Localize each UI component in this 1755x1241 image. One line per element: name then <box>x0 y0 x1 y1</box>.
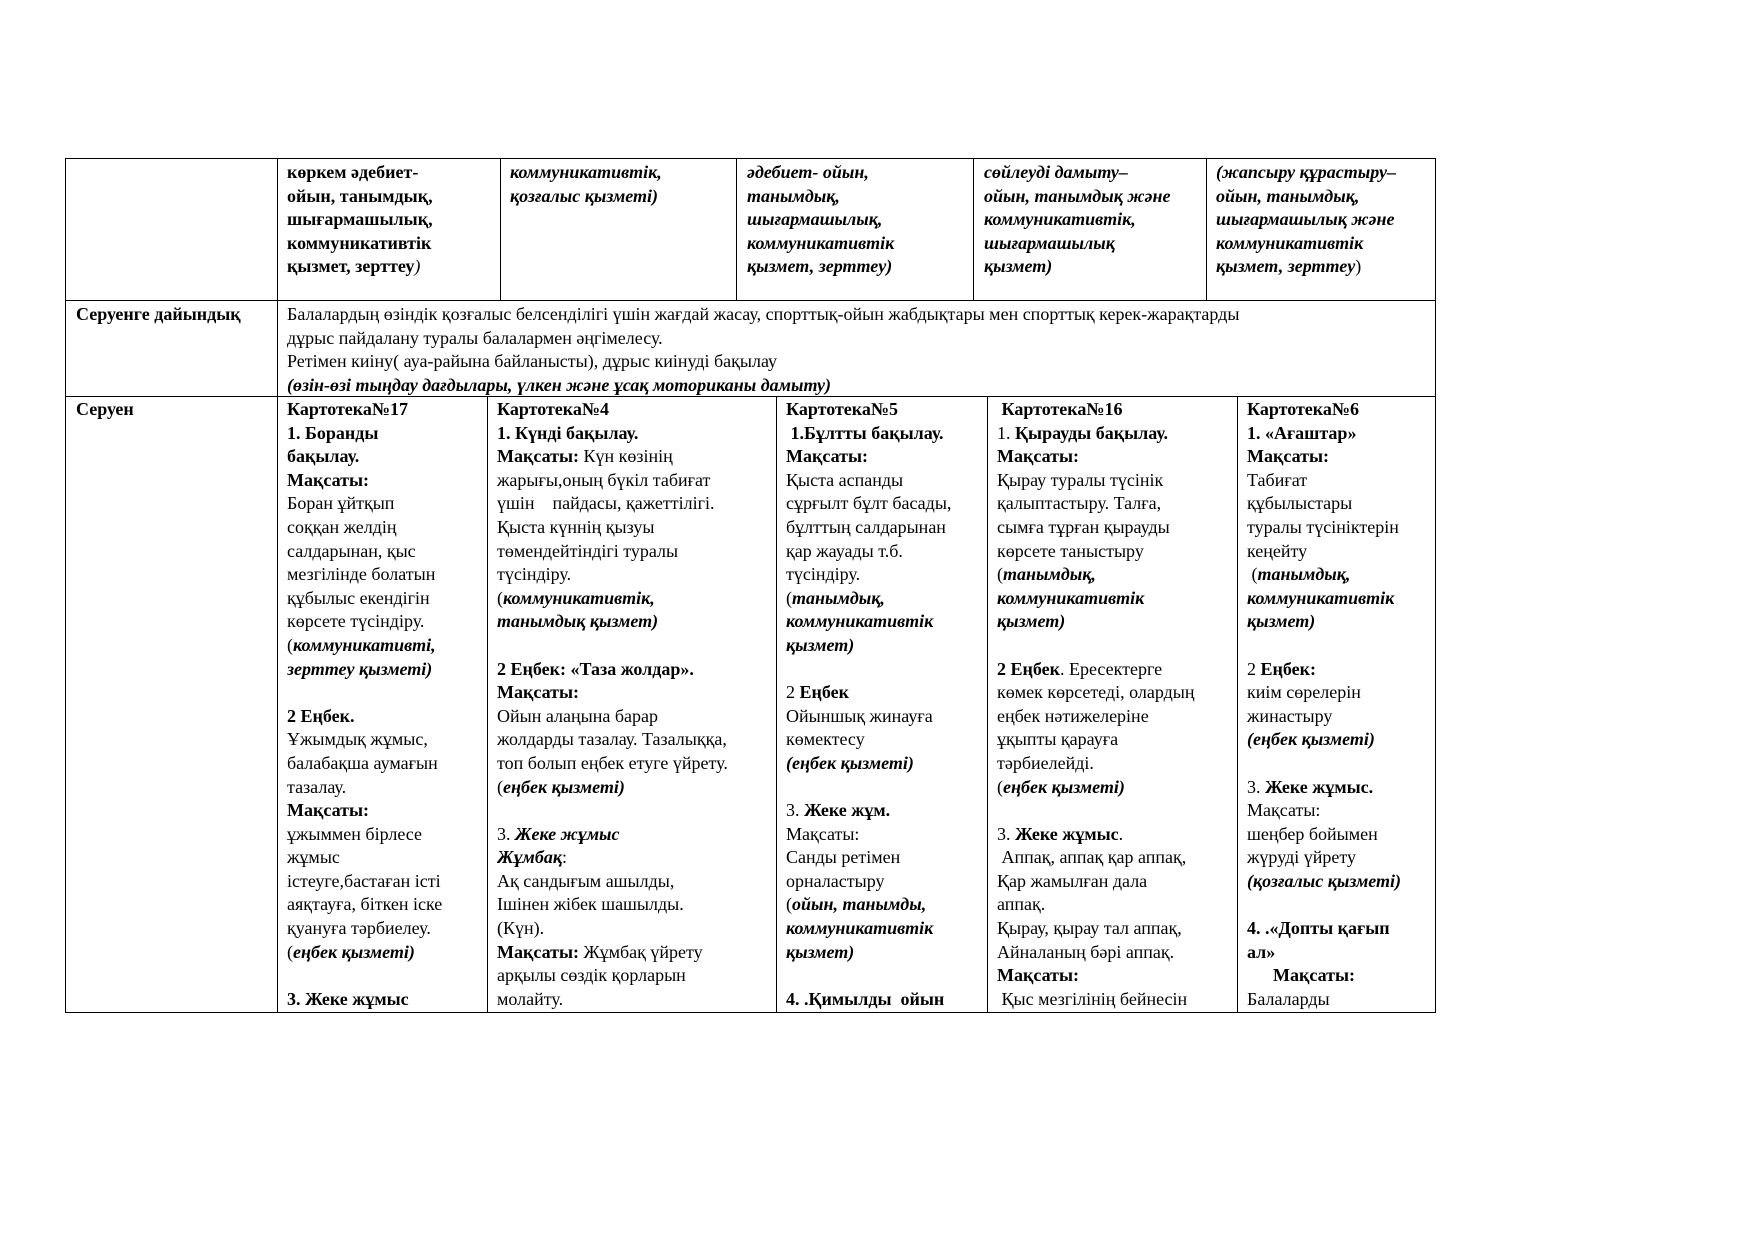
text-run: танымдық, <box>1003 564 1096 585</box>
cell-text-line: Аппақ, аппақ қар аппақ, <box>997 847 1187 868</box>
cell-text-line <box>497 846 774 870</box>
cell-text-line: молайту. <box>497 988 564 1009</box>
text-run: ( <box>786 587 792 608</box>
text-run: 4. <box>786 988 804 1009</box>
card-number: Картотека№4 <box>497 399 609 419</box>
goal-label: Мақсаты: <box>997 965 1079 986</box>
cell-text-line <box>1216 255 1434 279</box>
cell-text-line <box>287 634 485 658</box>
cell-text-line: танымдық, <box>747 185 840 206</box>
game-title <box>786 988 985 1011</box>
text-run: танымдық, <box>1257 564 1351 585</box>
observation-title: 1. Күнді бақылау. <box>497 422 639 443</box>
cell-text-line: ойын, танымдық, <box>1216 185 1360 206</box>
row1-column-divider <box>1206 158 1207 301</box>
individual-work-title <box>497 823 774 847</box>
text-run: ) <box>414 256 421 277</box>
goal-label: Мақсаты: <box>786 446 868 467</box>
cell-text-line: үшін пайдасы, қажеттілігі. <box>497 493 715 514</box>
cell-text-line <box>997 776 1235 800</box>
cell-text-line: қызмет) <box>1247 611 1316 632</box>
cell-text-line: коммуникативтік <box>287 232 432 253</box>
cell-text-line: жолдарды тазалау. Тазалыққа, <box>497 729 727 750</box>
text-run: 2 <box>1247 658 1261 679</box>
text-run: ( <box>497 776 503 797</box>
cell-text-line: соққан желдің <box>287 516 397 537</box>
text-run: 2 <box>786 682 800 703</box>
cell-text-line: (еңбек қызметі) <box>1247 729 1375 750</box>
blank-line <box>997 634 1235 658</box>
text-run: Еңбек <box>799 682 849 703</box>
text-run: 2 Еңбек <box>997 658 1060 679</box>
goal-label: Мақсаты: <box>287 800 369 821</box>
text-run: ( <box>1247 564 1258 585</box>
row3-cell-4 <box>997 398 1235 1011</box>
text-run: 3. <box>497 823 515 844</box>
table-border-bottom <box>65 1012 1436 1013</box>
cell-text-line: танымдық қызмет) <box>497 611 659 632</box>
row1-cell-2 <box>510 161 734 208</box>
goal-label: Мақсаты: <box>497 446 579 467</box>
cell-text-line: Қырау туралы түсінік <box>997 469 1164 490</box>
blank-line <box>287 964 485 988</box>
work-title: 2 Еңбек. <box>287 705 355 726</box>
individual-work-title <box>786 799 985 823</box>
observation-title: бақылау. <box>287 446 360 467</box>
text-run: Еңбек: <box>1260 658 1316 679</box>
goal-label: Мақсаты: <box>497 941 579 962</box>
goal-label: Мақсаты: <box>1247 800 1321 821</box>
cell-text-line: қызмет) <box>997 611 1066 632</box>
goal-label: Мақсаты: <box>997 446 1079 467</box>
cell-text-line: Балаларды <box>1247 988 1330 1009</box>
row1-column-divider <box>500 158 501 301</box>
row3-column-divider <box>776 396 777 1013</box>
goal-label: Мақсаты: <box>287 469 369 490</box>
cell-text-line: көмек көрсетеді, олардың <box>997 682 1195 703</box>
cell-text-line: ойын, танымдық, <box>287 185 433 206</box>
cell-text-line: коммуникативтік <box>786 611 934 632</box>
cell-text-line: жарығы,оның бүкіл табиғат <box>497 469 711 490</box>
blank-line <box>1247 634 1433 658</box>
cell-text-line: түсіндіру. <box>786 564 861 585</box>
text-run: Жеке жұмыс <box>515 823 620 844</box>
cell-text-line: бұлттың салдарынан <box>786 516 946 537</box>
text-run: . <box>1118 823 1124 844</box>
goal-label: Мақсаты: <box>1273 965 1355 986</box>
cell-text-line: көрсете таныстыру <box>997 540 1144 561</box>
cell-text-line: Қыста күннің қызуы <box>497 516 655 537</box>
row3-column-divider <box>1237 396 1238 1013</box>
cell-text-line: Ойын алаңына барар <box>497 705 658 726</box>
observation-title <box>997 422 1235 446</box>
cell-text-line <box>497 776 774 800</box>
cell-text-line: сөйлеуді дамыту– <box>984 162 1128 182</box>
text-run: ойын, танымды, <box>792 894 927 915</box>
row-label: Серуен <box>76 399 134 419</box>
table-border-top <box>65 158 1436 159</box>
cell-text-line: дұрыс пайдалану туралы балалармен әңгімелесу. <box>287 327 663 348</box>
text-run: . Ересектерге <box>1060 658 1163 679</box>
cell-text-line <box>497 445 774 469</box>
cell-text-line: орналастыру <box>786 870 885 891</box>
work-title <box>997 658 1235 682</box>
cell-text-line: Қырау, қырау тал аппақ, <box>997 918 1182 939</box>
cell-text-line: еңбек нәтижелеріне <box>997 705 1149 726</box>
cell-text-line <box>786 587 985 611</box>
cell-text-line: (Күн). <box>497 918 545 939</box>
cell-text-line <box>1247 563 1433 587</box>
cell-text-line: сұрғылт бұлт басады, <box>786 493 952 514</box>
cell-text-line: киім сөрелерін <box>1247 682 1361 703</box>
card-number: Картотека№5 <box>786 399 898 419</box>
text-run: коммуникативті, <box>293 634 436 655</box>
cell-text-line: топ болып еңбек етуге үйрету. <box>497 752 728 773</box>
cell-text-line: қалыптастыру. Талға, <box>997 493 1162 514</box>
cell-text-line: шығармашылық және <box>1216 209 1395 230</box>
cell-text-line: жүруді үйрету <box>1247 847 1356 868</box>
row3-column-divider <box>987 396 988 1013</box>
text-run: танымдық, <box>792 587 885 608</box>
work-title: 2 Еңбек: «Таза жолдар». <box>497 658 694 679</box>
cell-text-line: көркем әдебиет- <box>287 162 419 182</box>
cell-text-line: аппақ. <box>997 894 1046 915</box>
cell-text-line: қуануға тәрбиелеу. <box>287 918 431 939</box>
cell-text-line: ұжыммен бірлесе <box>287 823 422 844</box>
row-divider-1 <box>65 300 1436 301</box>
observation-title: 1.Бұлтты бақылау. <box>786 422 944 443</box>
cell-text-line: ұқыпты қарауға <box>997 729 1119 750</box>
cell-text-line: зерттеу қызметі) <box>287 658 433 679</box>
cell-text-line: Санды ретімен <box>786 847 901 868</box>
text-run: ( <box>287 941 293 962</box>
cell-text-line: қызмет, зерттеу) <box>747 256 893 277</box>
cell-text-line: шеңбер бойымен <box>1247 823 1378 844</box>
text-run: 3. <box>786 800 804 821</box>
text-run: Күн көзінің <box>579 446 673 467</box>
cell-text-line: жұмыс <box>287 847 340 868</box>
cell-text-line: ойын, танымдық және <box>984 185 1171 206</box>
cell-text-line <box>786 893 985 917</box>
row1-cell-5 <box>1216 161 1434 279</box>
blank-line <box>497 634 774 658</box>
blank-line <box>786 658 985 682</box>
column-divider-label <box>277 158 278 1013</box>
row3-cell-2 <box>497 398 774 1011</box>
cell-text-line: балабақша аумағын <box>287 752 438 773</box>
goal-label: Мақсаты: <box>497 682 579 703</box>
text-run: Жеке жұмыс. <box>1265 776 1374 797</box>
cell-text-line: төмендейтіндігі туралы <box>497 540 679 561</box>
observation-title: 1. Боранды <box>287 422 379 443</box>
cell-text-line: әдебиет- ойын, <box>747 162 869 182</box>
cell-text-line: (жапсыру құрастыру– <box>1216 162 1396 182</box>
cell-text-line <box>997 563 1235 587</box>
row1-column-divider <box>736 158 737 301</box>
blank-line <box>1247 893 1433 917</box>
cell-text-line: Ретімен киіну( ауа-райына байланысты), дұрыс киінуді бақылау <box>287 351 778 372</box>
cell-text-line: шығармашылық <box>984 232 1115 253</box>
blank-line <box>287 681 485 705</box>
row1-cell-1 <box>287 161 497 279</box>
text-run: ( <box>997 776 1003 797</box>
blank-line <box>786 964 985 988</box>
cell-text-line: Ішінен жібек шашылды. <box>497 894 684 915</box>
row-label: Серуенге дайындық <box>76 304 241 324</box>
row1-cell-3 <box>747 161 971 279</box>
text-run: қызмет, зерттеу <box>1216 256 1356 277</box>
work-title <box>786 681 985 705</box>
text-run: Жұмбақ үйрету <box>579 941 703 962</box>
blank-line <box>786 776 985 800</box>
text-run: ( <box>497 587 503 608</box>
cell-text-line: қызмет) <box>984 256 1053 277</box>
row3-cell-3 <box>786 398 985 1011</box>
cell-text-line: Табиғат <box>1247 469 1308 490</box>
text-run: ( <box>287 634 293 655</box>
cell-text-line: коммуникативтік <box>1216 232 1364 253</box>
cell-text-line: коммуникативтік <box>1247 587 1395 608</box>
cell-text-line: туралы түсініктерін <box>1247 516 1399 537</box>
blank-line <box>997 799 1235 823</box>
goal-label: Мақсаты: <box>786 823 860 844</box>
cell-text-line <box>497 587 774 611</box>
cell-text-line: Қыста аспанды <box>786 469 904 490</box>
cell-text-line: (қозғалыс қызметі) <box>1247 870 1402 891</box>
cell-text-line: құбылыс екендігін <box>287 587 430 608</box>
text-run: коммуникативтік, <box>503 587 655 608</box>
row3-cell-1 <box>287 398 485 1011</box>
text-run: 3. <box>1247 776 1265 797</box>
text-run: қызмет, зерттеу <box>287 256 415 277</box>
goal-label: Мақсаты: <box>1247 446 1329 467</box>
table-border-left <box>65 158 66 1013</box>
cell-text-line: (өзін-өзі тыңдау дағдылары, үлкен және ұсақ моториканы дамыту) <box>287 374 832 395</box>
cell-text-line: Ойыншық жинауға <box>786 705 933 726</box>
text-run: 1. <box>997 422 1015 443</box>
text-run: Жеке жұмыс <box>1015 823 1119 844</box>
table-border-right <box>1435 158 1436 1013</box>
text-run: еңбек қызметі) <box>293 941 415 962</box>
cell-text-line: жинастыру <box>1247 705 1333 726</box>
cell-text-line: сымға тұрған қырауды <box>997 516 1170 537</box>
cell-text-line <box>287 255 497 279</box>
cell-text-line: (еңбек қызметі) <box>786 752 914 773</box>
cell-text-line: шығармашылық, <box>747 209 883 230</box>
cell-text-line: түсіндіру. <box>497 564 572 585</box>
text-run: еңбек қызметі) <box>503 776 625 797</box>
cell-text-line: тазалау. <box>287 776 347 797</box>
cell-text-line: коммуникативтік, <box>510 162 662 182</box>
cell-text-line: тәрбиелейді. <box>997 752 1094 773</box>
cell-text-line: коммуникативтік, <box>984 209 1136 230</box>
cell-text-line: қызмет) <box>786 941 855 962</box>
text-run: ( <box>786 894 792 915</box>
row3-column-divider <box>487 396 488 1013</box>
cell-text-line: коммуникативтік <box>997 587 1145 608</box>
cell-text-line: аяқтауға, біткен іске <box>287 894 443 915</box>
cell-text-line: қозғалыс қызметі) <box>510 185 659 206</box>
card-number: Картотека№6 <box>1247 399 1359 419</box>
card-number: Картотека№16 <box>997 399 1123 419</box>
text-run: Қырауды бақылау. <box>1015 422 1169 443</box>
text-run: ) <box>1355 256 1362 277</box>
cell-text-line: мезгілінде болатын <box>287 564 436 585</box>
cell-text-line: кеңейту <box>1247 540 1308 561</box>
row3-cell-5 <box>1247 398 1433 1011</box>
row2-label-cell <box>76 303 276 327</box>
cell-text-line: көрсете түсіндіру. <box>287 611 425 632</box>
observation-title: 1. «Ағаштар» <box>1247 422 1357 443</box>
card-number: Картотека№17 <box>287 399 408 419</box>
cell-text-line: көмектесу <box>786 729 865 750</box>
cell-text-line: коммуникативтік <box>786 918 934 939</box>
cell-text-line: Айналаның бәрі аппақ. <box>997 941 1175 962</box>
cell-text-line: салдарынан, қыс <box>287 540 416 561</box>
text-run: Жұмбақ <box>497 847 562 868</box>
text-run: еңбек қызметі) <box>1003 776 1125 797</box>
blank-line <box>1247 752 1433 776</box>
text-run: 3. <box>997 823 1015 844</box>
row3-label-cell <box>76 398 276 422</box>
cell-text-line: қызмет) <box>786 634 855 655</box>
individual-work-title <box>1247 776 1433 800</box>
cell-text-line: Ұжымдық жұмыс, <box>287 729 428 750</box>
cell-text-line: қар жауады т.б. <box>786 540 903 561</box>
text-run: Жеке жұм. <box>804 800 891 821</box>
game-title: 4. .«Допты қағып <box>1247 918 1390 939</box>
individual-work-title <box>997 823 1235 847</box>
cell-text-line: коммуникативтік <box>747 232 895 253</box>
cell-text-line: істеуге,бастаған істі <box>287 870 441 891</box>
cell-text-line: Қыс мезгілінің бейнесін <box>997 988 1188 1009</box>
individual-work-title: 3. Жеке жұмыс <box>287 988 409 1009</box>
cell-text-line: құбылыстары <box>1247 493 1353 514</box>
cell-text-line: Ақ сандығым ашылды, <box>497 870 675 891</box>
work-title <box>1247 658 1433 682</box>
text-run: ( <box>997 564 1003 585</box>
row2-content-cell <box>287 303 1433 397</box>
cell-text-line <box>287 941 485 965</box>
cell-text-line: Боран ұйтқып <box>287 493 395 514</box>
row1-column-divider <box>973 158 974 301</box>
text-run: .Қимылды ойын <box>804 988 945 1009</box>
cell-text-line: Балалардың өзіндік қозғалыс белсенділігі үшін жағдай жасау, спорттық-ойын жабдықтары мен спорттық керек-жарақтарды <box>287 304 1240 324</box>
blank-line <box>497 799 774 823</box>
cell-text-line <box>497 941 774 965</box>
game-title: ал» <box>1247 941 1276 962</box>
cell-text-line: Қар жамылған дала <box>997 870 1148 891</box>
row1-cell-4 <box>984 161 1204 279</box>
text-run: : <box>561 847 567 868</box>
cell-text-line: шығармашылық, <box>287 209 433 230</box>
cell-text-line: арқылы сөздік қорларын <box>497 965 686 986</box>
